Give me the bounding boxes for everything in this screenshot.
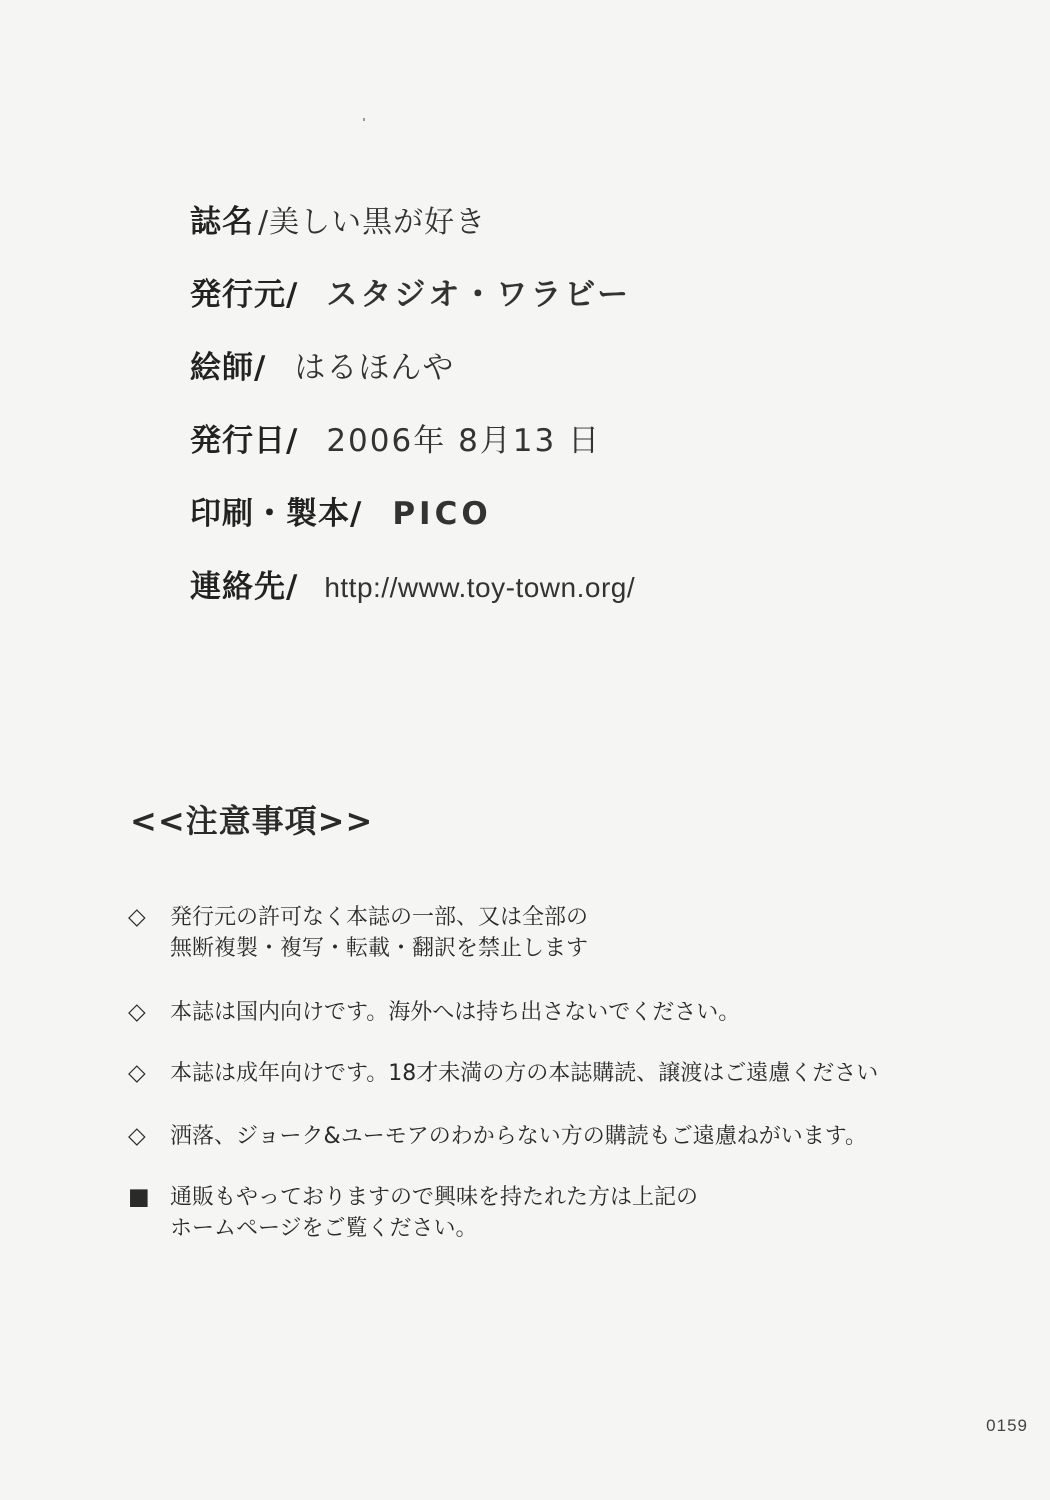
notice-text: 洒落、ジョーク&ユーモアのわからない方の購読もご遠慮ねがいます。 [170,1124,867,1149]
notice-item [128,902,1008,964]
colophon-value: /美しい黒が好き [258,205,487,240]
notice-item [128,1182,1008,1244]
colophon-value: はるほんや [294,350,455,386]
colophon-row-publisher [190,269,635,342]
colophon-row-contact [190,561,635,634]
colophon-label: 発行日/ [190,423,299,459]
contact-url[interactable]: http://www.toy-town.org/ [324,572,636,603]
notice-text: 発行元の許可なく本誌の一部、又は全部の 無断複製・複写・転載・翻訳を禁止します [170,905,589,961]
colophon-row-artist [190,342,635,415]
square-bullet-icon: ■ [128,1184,150,1210]
colophon-label: 印刷・製本/ [190,496,363,532]
colophon-value: PICO [392,496,492,532]
colophon-row-printer [190,488,635,561]
notice-item [128,997,1008,1028]
diamond-bullet-icon: ◇ [128,999,146,1025]
colophon [190,196,635,634]
colophon-value: 2006年 8月13 日 [326,423,602,459]
notice-item [128,1058,1008,1089]
notice-text: 本誌は成年向けです。18才未満の方の本誌購読、譲渡はご遠慮ください [170,1061,879,1086]
print-mark [363,118,365,121]
diamond-bullet-icon: ◇ [128,1060,146,1086]
notice-text: 本誌は国内向けです。海外へは持ち出さないでください。 [170,1000,741,1025]
colophon-label: 連絡先/ [190,569,299,605]
colophon-value: スタジオ・ワラビー [326,277,632,313]
colophon-label: 絵師/ [190,350,267,386]
diamond-bullet-icon: ◇ [128,904,146,930]
page-number: 0159 [986,1416,1028,1435]
colophon-row-title [190,196,635,269]
diamond-bullet-icon: ◇ [128,1123,146,1149]
notice-text: 通販もやっておりますので興味を持たれた方は上記の ホームページをご覧ください。 [170,1185,699,1241]
colophon-row-date [190,415,635,488]
colophon-label: 誌名 [190,204,254,240]
notice-item [128,1121,1008,1152]
notices-list [128,902,1008,1275]
notices-heading: <<注意事項>> [130,802,374,840]
colophon-label: 発行元/ [190,277,299,313]
